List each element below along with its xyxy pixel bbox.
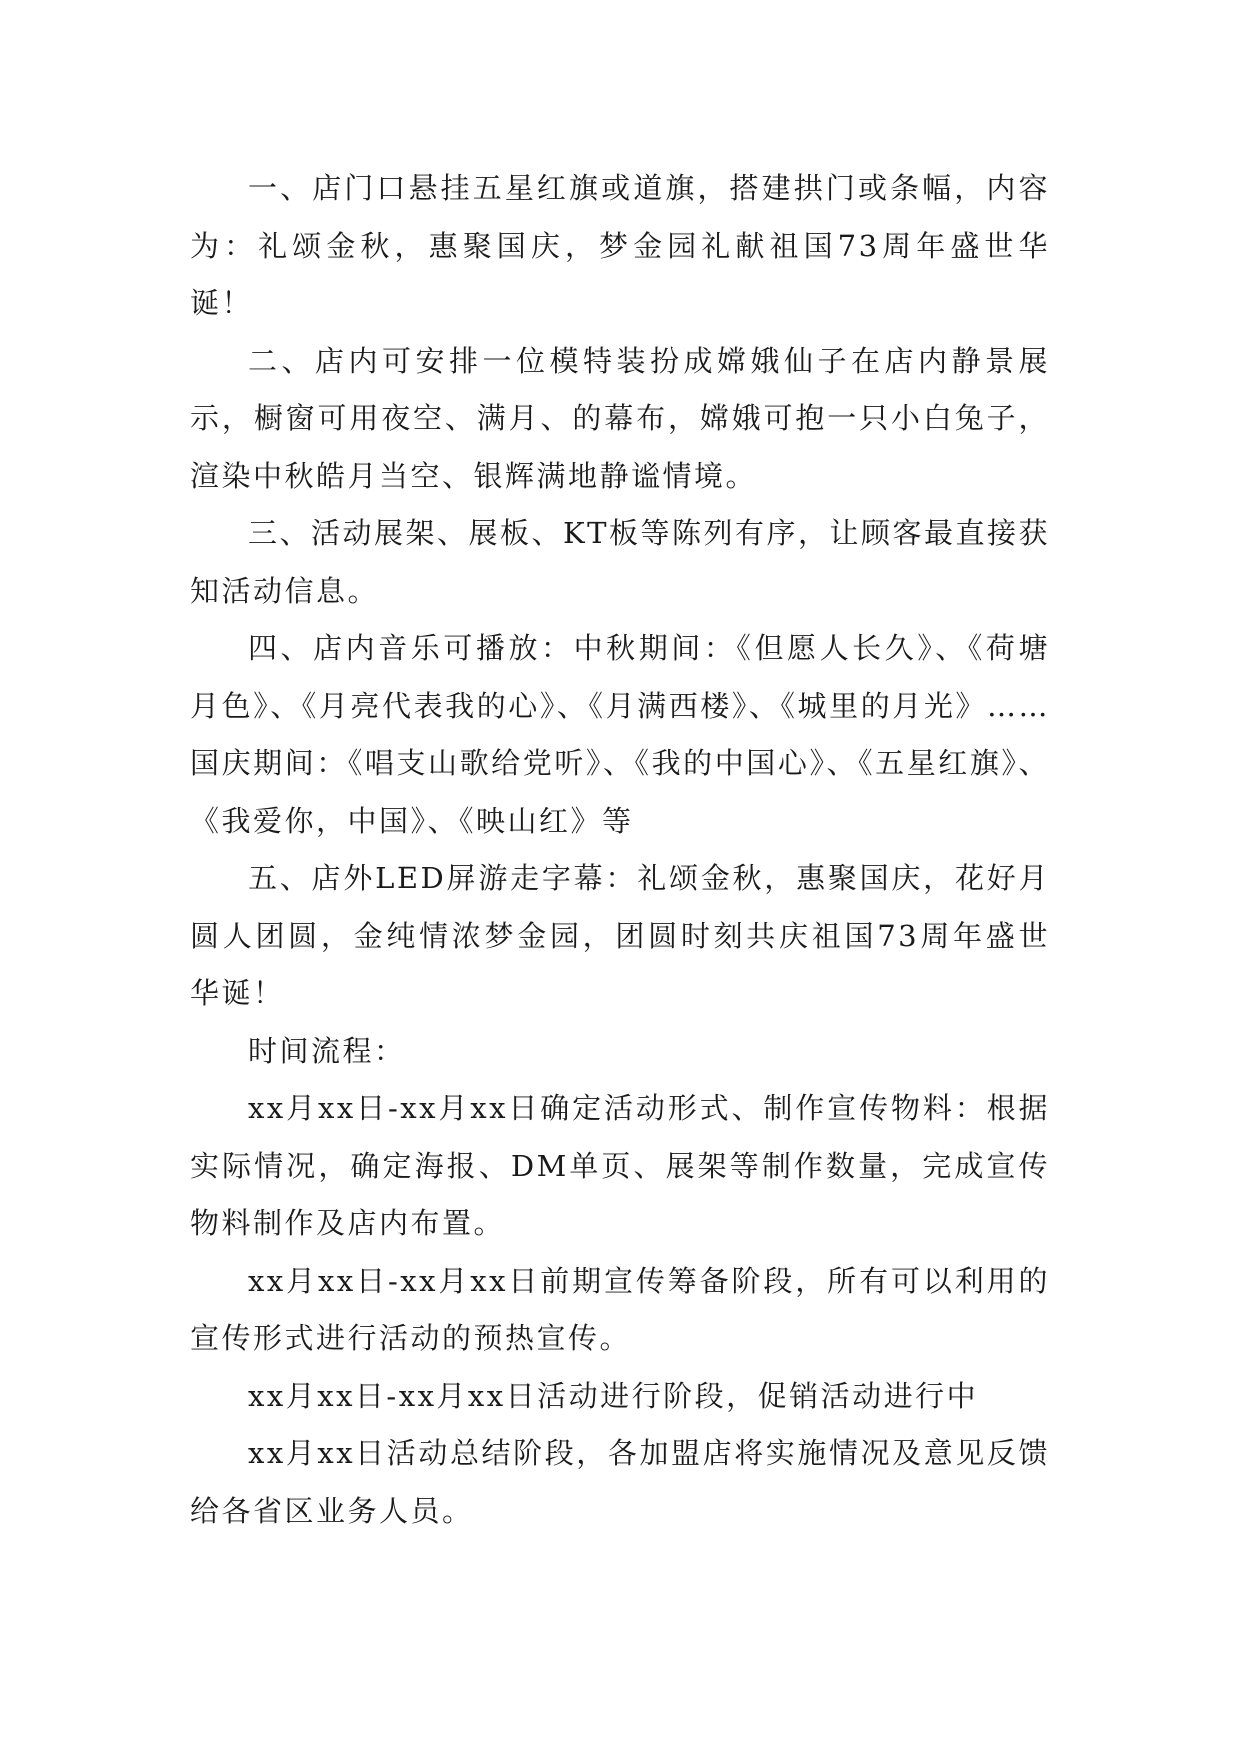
paragraph-display-stands: 三、活动展架、展板、KT板等陈列有序，让顾客最直接获知活动信息。 [190,516,1051,608]
paragraph-timeline-execution: xx月xx日-xx月xx日活动进行阶段，促销活动进行中 [248,1378,979,1413]
paragraph-music-playlist: 四、店内音乐可播放：中秋期间：《但愿人长久》、《荷塘月色》、《月亮代表我的心》、《月满西楼》、《城里的月光》……国庆期间：《唱支山歌给党听》、《我的中国心》、《五星红旗》、《我爱你，中国》、《映山红》等 [190,631,1050,838]
paragraph-led-subtitles: 五、店外LED屏游走字幕：礼颂金秋，惠聚国庆，花好月圆人团圆，金纯情浓梦金园，团圆时刻共庆祖国73周年盛世华诞！ [190,861,1050,1010]
paragraph-model-display: 二、店内可安排一位模特装扮成嫦娥仙子在店内静景展示，橱窗可用夜空、满月、的幕布，嫦娥可抱一只小白兔子，渲染中秋皓月当空、银辉满地静谧情境。 [190,343,1050,493]
paragraph-timeline-preparation: xx月xx日-xx月xx日确定活动形式、制作宣传物料：根据实际情况，确定海报、DM单页、展架等制作数量，完成宣传物料制作及店内布置。 [190,1091,1050,1240]
paragraph-timeline-promotion: xx月xx日-xx月xx日前期宣传筹备阶段，所有可以利用的宣传形式进行活动的预热宣传。 [190,1263,1050,1355]
paragraph-timeline-summary: xx月xx日活动总结阶段，各加盟店将实施情况及意见反馈给各省区业务人员。 [190,1436,1050,1528]
paragraph-storefront-decoration: 一、店门口悬挂五星红旗或道旗，搭建拱门或条幅，内容为：礼颂金秋，惠聚国庆，梦金园礼献祖国73周年盛世华诞！ [190,171,1050,320]
document-body [190,160,1050,1540]
section-heading-timeline: 时间流程： [248,1033,406,1068]
